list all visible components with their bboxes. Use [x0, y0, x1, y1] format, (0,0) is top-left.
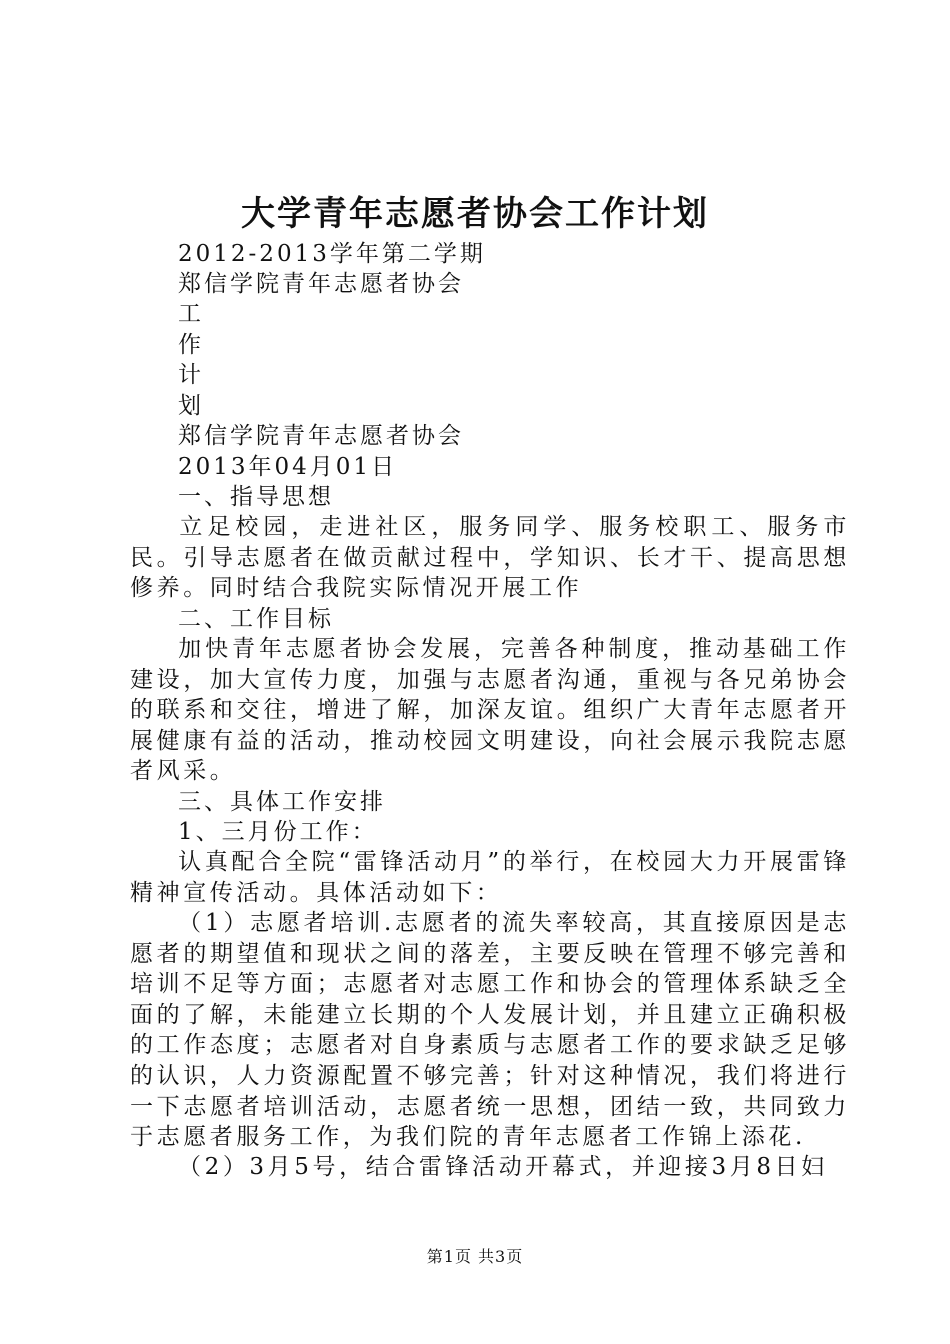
organization-line: 郑信学院青年志愿者协会 [178, 271, 464, 297]
heading-march: 1、三月份工作： [178, 819, 378, 845]
paragraph-march [130, 847, 850, 908]
paragraph-guiding [130, 512, 850, 604]
vertical-char-ji: 计 [178, 362, 204, 388]
paragraph-march5-text: （2）3月5号，结合雷锋活动开幕式，并迎接3月8日妇 [178, 1154, 828, 1180]
paragraph-goals-text: 加快青年志愿者协会发展，完善各种制度，推动基础工作建设，加大宣传力度，加强与志愿者沟通，重视与各兄弟协会的联系和交往，增进了解，加深友谊。组织广大青年志愿者开展健康有益的活动，推动校园文明建设，向社会展示我院志愿者风采。 [130, 636, 850, 785]
page-footer: 第1页 共3页 [426, 1247, 524, 1266]
paragraph-training [130, 908, 850, 1153]
paragraph-training-text: （1）志愿者培训.志愿者的流失率较高，其直接原因是志愿者的期望值和现状之间的落差，主要反映在管理不够完善和培训不足等方面；志愿者对志愿工作和协会的管理体系缺乏全面的了解，未能建立长期的个人发展计划，并且建立正确积极的工作态度；志愿者对自身素质与志愿者工作的要求缺乏足够的认识，人力资源配置不够完善；针对这种情况，我们将进行一下志愿者培训活动，志愿者统一思想，团结一致，共同致力于志愿者服务工作，为我们院的青年志愿者工作锦上添花. [130, 910, 850, 1151]
organization-signature: 郑信学院青年志愿者协会 [178, 423, 464, 449]
heading-guiding: 一、指导思想 [178, 484, 334, 510]
paragraph-march-text: 认真配合全院“雷锋活动月”的举行，在校园大力开展雷锋精神宣传活动。具体活动如下： [130, 849, 850, 906]
paragraph-goals [130, 634, 850, 787]
vertical-char-hua: 划 [178, 393, 204, 419]
vertical-char-zuo: 作 [178, 332, 204, 358]
paragraph-guiding-text: 立足校园，走进社区，服务同学、服务校职工、服务市民。引导志愿者在做贡献过程中，学知识、长才干、提高思想修养。同时结合我院实际情况开展工作 [130, 514, 850, 602]
vertical-char-gong: 工 [178, 301, 204, 327]
heading-goals: 二、工作目标 [178, 606, 334, 632]
paragraph-march5 [130, 1152, 850, 1183]
document-title: 大学青年志愿者协会工作计划 [241, 194, 709, 234]
heading-arrangement: 三、具体工作安排 [178, 789, 386, 815]
semester-line: 2012-2013学年第二学期 [178, 241, 486, 267]
date-line: 2013年04月01日 [178, 454, 398, 480]
